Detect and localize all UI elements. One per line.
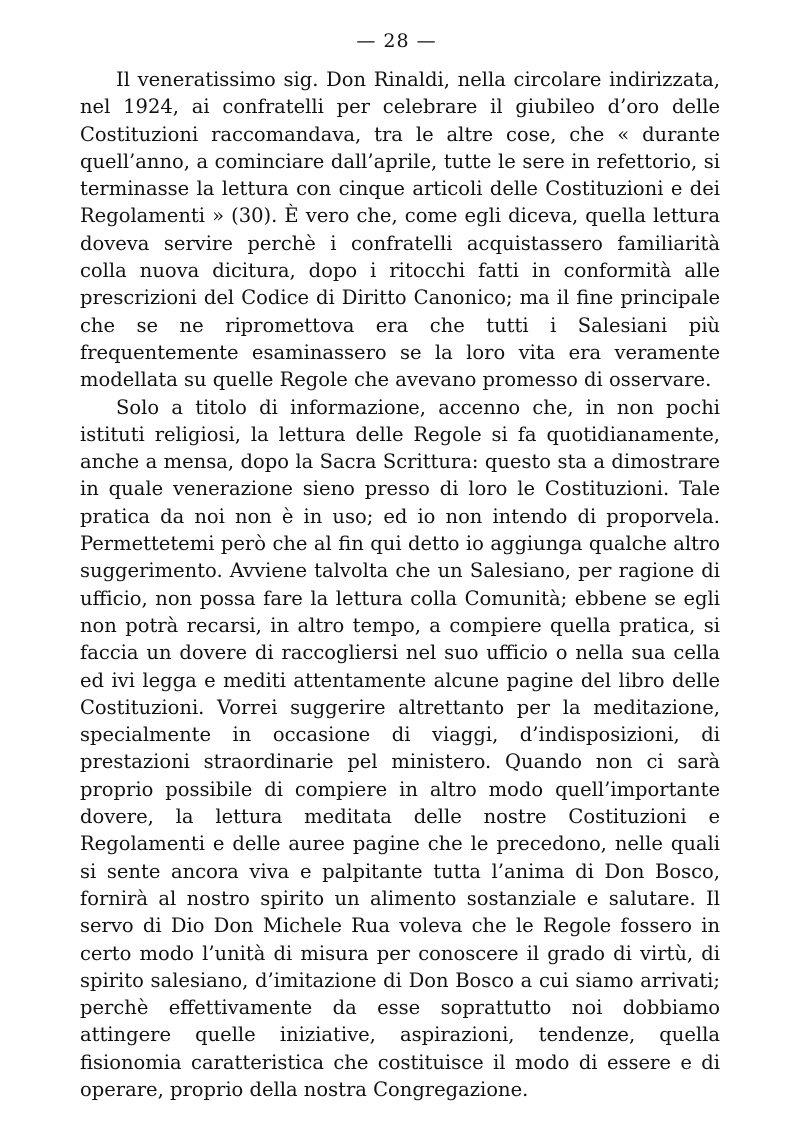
paragraph-1: Il veneratissimo sig. Don Rinaldi, nella circolare indirizzata, nel 1924, ai confratelli per celebrare il giubileo d’oro delle Costituzioni raccomandava, tra le altre cose, che « durante quell’anno, a cominciare dall’aprile, tutte le sere in refettorio, si terminasse la lettura con cinque articoli delle Costituzioni e dei Regolamenti » (30). È vero che, come egli diceva, quella lettura doveva servire perchè i confratelli acquistassero familiarità colla nuova dicitura, dopo i ritocchi fatti in conformità alle prescrizioni del Codice di Diritto Canonico; ma il fine principale che se ne ripromettova era che tutti i Salesiani più frequentemente esaminassero se la loro vita era veramente modellata su quelle Regole che avevano promesso di osservare. <box>80 68 720 392</box>
body-text <box>80 66 720 1103</box>
paragraph-2: Solo a titolo di informazione, accenno che, in non pochi istituti religiosi, la lettura delle Regole si fa quotidianamente, anche a mensa, dopo la Sacra Scrittura: questo sta a dimostrare in quale venerazione sieno presso di loro le Costituzioni. Tale pratica da noi non è in uso; ed io non intendo di proporvela. Permettetemi però che al fin qui detto io aggiunga qualche altro suggerimento. Avviene talvolta che un Salesiano, per ragione di ufficio, non possa fare la lettura colla Comunità; ebbene se egli non potrà recarsi, in altro tempo, a compiere quella pratica, si faccia un dovere di raccogliersi nel suo ufficio o nella sua cella ed ivi legga e mediti attentamente alcune pagine del libro delle Costituzioni. Vorrei suggerire altrettanto per la meditazione, specialmente in occasione di viaggi, d’indisposizioni, di prestazioni straordinarie pel ministero. Quando non ci sarà proprio possibile di compiere in altro modo quell’importante dovere, la lettura meditata delle nostre Costituzioni e Regolamenti e delle auree pagine che le precedono, nelle quali si sente ancora viva e palpitante tutta l’anima di Don Bosco, fornirà al nostro spirito un alimento sostanziale e salutare. Il servo di Dio Don Michele Rua voleva che le Regole fossero in certo modo l’unità di misura per conoscere il grado di virtù, di spirito salesiano, d’imitazione di Don Bosco a cui siamo arrivati; perchè effettivamente da esse soprattutto noi dobbiamo attingere quelle iniziative, aspirazioni, tendenze, quella fisionomia caratteristica che costituisce il modo di essere e di operare, proprio della nostra Congregazione. <box>80 395 720 1101</box>
page-number: — 28 — <box>356 30 437 52</box>
